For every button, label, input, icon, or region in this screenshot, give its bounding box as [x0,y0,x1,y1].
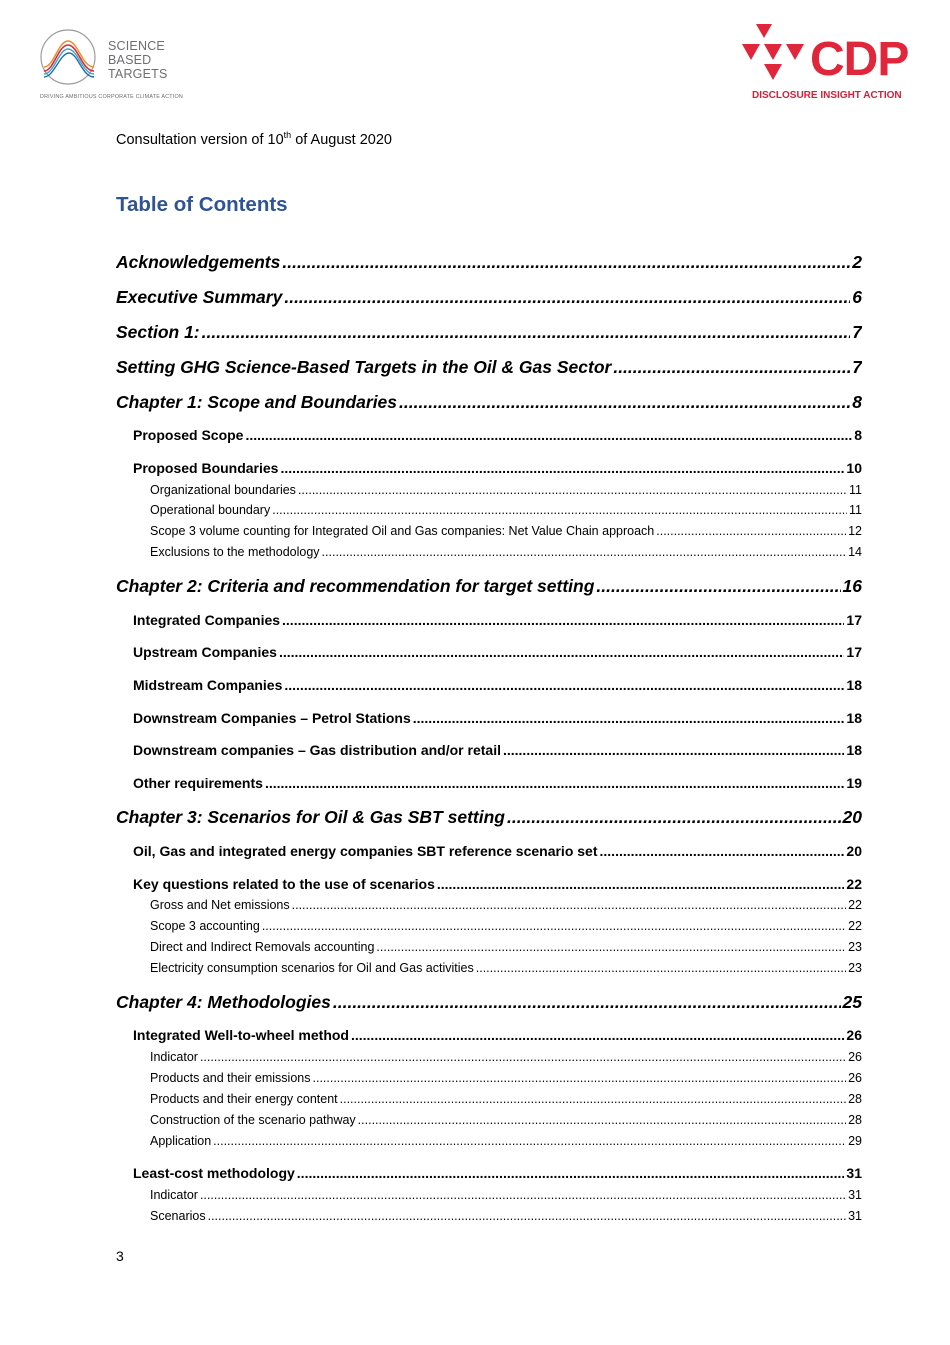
toc-leader [200,1050,846,1064]
toc-entry-title: Section 1: [116,322,200,342]
toc-entry-title: Indicator [150,1050,198,1064]
toc-leader [313,1071,847,1085]
consultation-prefix: Consultation version of 10 [116,131,284,148]
toc-leader [213,1134,846,1148]
toc-entry-title: Setting GHG Science-Based Targets in the Oil & Gas Sector [116,357,612,377]
toc-entry-title: Chapter 1: Scope and Boundaries [116,392,398,412]
toc-entry-downstream-gas[interactable] [133,742,862,762]
sbt-tagline: DRIVING AMBITIOUS CORPORATE CLIMATE ACTION [40,94,183,100]
toc-entry-chapter-2[interactable] [116,576,862,600]
toc-entry-exclusions[interactable] [150,545,862,563]
toc-entry-page: 8 [854,427,862,443]
toc-entry-title: Chapter 4: Methodologies [116,992,331,1012]
toc-entry-title: Products and their energy content [150,1092,338,1106]
toc-entry-page: 28 [848,1113,862,1127]
toc-entry-page: 22 [848,898,862,912]
toc-entry-electricity-scenarios[interactable] [150,961,862,979]
toc-entry-title: Proposed Scope [133,427,244,443]
toc-entry-page: 8 [852,392,862,412]
toc-entry-scope-3-volume[interactable] [150,524,862,542]
toc-entry-page: 23 [848,940,862,954]
toc-entry-proposed-scope[interactable] [133,427,862,447]
toc-entry-page: 31 [848,1188,862,1202]
toc-entry-title: Other requirements [133,775,263,791]
toc-leader [476,961,846,975]
toc-leader [376,940,846,954]
toc-entry-midstream-companies[interactable] [133,677,862,697]
toc-entry-title: Construction of the scenario pathway [150,1113,356,1127]
toc-entry-organizational-boundaries[interactable] [150,483,862,501]
toc-leader [282,612,844,628]
toc-entry-title: Gross and Net emissions [150,898,290,912]
toc-entry-page: 31 [848,1209,862,1223]
toc-entry-page: 23 [848,961,862,975]
toc-leader [284,287,850,308]
toc-entry-other-requirements[interactable] [133,775,862,795]
toc-entry-downstream-petrol[interactable] [133,710,862,730]
toc-entry-products-emissions[interactable] [150,1071,862,1089]
toc-leader [351,1027,844,1043]
toc-entry-indicator[interactable] [150,1050,862,1068]
toc-entry-page: 7 [852,322,862,342]
toc-entry-page: 11 [849,503,862,517]
toc-entry-title: Upstream Companies [133,644,277,660]
toc-entry-removals-accounting[interactable] [150,940,862,958]
toc-leader [282,252,850,273]
toc-entry-least-cost[interactable] [133,1165,862,1185]
toc-leader [656,524,846,538]
cdp-logo [742,24,926,104]
toc-leader [298,483,847,497]
toc-entry-setting-ghg[interactable] [116,357,862,381]
toc-leader [297,1165,845,1181]
toc-entry-page: 17 [846,644,862,660]
toc-entry-page: 6 [852,287,862,307]
toc-entry-title: Scope 3 accounting [150,919,260,933]
toc-entry-page: 10 [846,460,862,476]
consultation-sup: th [283,130,292,140]
toc-entry-well-to-wheel[interactable] [133,1027,862,1047]
toc-entry-page: 16 [842,576,862,596]
toc-leader [280,460,844,476]
toc-entry-products-energy[interactable] [150,1092,862,1110]
sbt-line3: TARGETS [108,67,168,81]
toc-entry-upstream-companies[interactable] [133,644,862,664]
toc-leader [596,576,840,597]
toc-entry-scenarios[interactable] [150,1209,862,1227]
toc-entry-title: Scenarios [150,1209,206,1223]
toc-entry-title: Scope 3 volume counting for Integrated Oil and Gas companies: Net Value Chain approach [150,524,655,538]
toc-leader [262,919,846,933]
toc-entry-executive-summary[interactable] [116,287,862,311]
toc-leader [399,392,850,413]
toc-entry-section-1[interactable] [116,322,862,346]
toc-entry-title: Downstream Companies – Petrol Stations [133,710,411,726]
toc-entry-acknowledgements[interactable] [116,252,862,276]
toc-entry-page: 11 [849,483,862,497]
toc-entry-title: Oil, Gas and integrated energy companies SBT reference scenario set [133,843,598,859]
toc-entry-page: 25 [842,992,862,1012]
sbt-line1: SCIENCE [108,39,165,53]
toc-entry-page: 14 [848,545,862,559]
toc-leader [333,992,841,1013]
toc-leader [279,644,844,660]
toc-entry-title: Direct and Indirect Removals accounting [150,940,375,954]
toc-leader [507,807,841,828]
toc-leader [322,545,847,559]
toc-leader [272,503,847,517]
toc-entry-indicator-2[interactable] [150,1188,862,1206]
toc-leader [202,322,851,343]
toc-leader [413,710,845,726]
toc-entry-title: Executive Summary [116,287,283,307]
page-number: 3 [116,1248,124,1264]
toc-entry-title: Operational boundary [150,503,271,517]
cdp-arrows-icon [742,24,812,84]
toc-entry-page: 26 [848,1071,862,1085]
toc-entry-integrated-companies[interactable] [133,612,862,632]
toc-entry-page: 19 [846,775,862,791]
toc-entry-page: 26 [848,1050,862,1064]
toc-entry-title: Downstream companies – Gas distribution and/or retail [133,742,501,758]
toc-entry-key-questions[interactable] [133,876,862,896]
toc-entry-page: 2 [852,252,862,272]
toc-entry-title: Midstream Companies [133,677,283,693]
toc-entry-title: Chapter 3: Scenarios for Oil & Gas SBT setting [116,807,505,827]
toc-entry-page: 26 [846,1027,862,1043]
consultation-version [116,130,392,148]
toc-entry-scope-3-accounting[interactable] [150,919,862,937]
toc-entry-title: Key questions related to the use of scenarios [133,876,435,892]
toc-entry-title: Organizational boundaries [150,483,296,497]
sbt-line2: BASED [108,53,152,67]
cdp-wordmark: CDP [810,33,909,86]
toc-entry-title: Integrated Well-to-wheel method [133,1027,349,1043]
toc-entry-page: 20 [842,807,862,827]
toc-leader [600,843,845,859]
toc-leader [503,742,844,758]
toc-entry-page: 12 [848,524,862,538]
toc-entry-page: 20 [846,843,862,859]
toc-leader [208,1209,847,1223]
toc-entry-page: 22 [848,919,862,933]
toc-entry-page: 18 [846,677,862,693]
toc-entry-operational-boundary[interactable] [150,503,862,521]
sbt-logo [38,27,198,103]
toc-leader [437,876,845,892]
toc-leader [245,427,852,443]
toc-leader [340,1092,846,1106]
cdp-tagline: DISCLOSURE INSIGHT ACTION [752,90,902,101]
toc-entry-page: 7 [852,357,862,377]
toc-entry-application[interactable] [150,1134,862,1152]
toc-entry-title: Chapter 2: Criteria and recommendation for target setting [116,576,595,596]
toc-entry-page: 28 [848,1092,862,1106]
toc-entry-proposed-boundaries[interactable] [133,460,862,480]
toc-entry-chapter-1[interactable] [116,392,862,416]
toc-entry-title: Integrated Companies [133,612,281,628]
toc-entry-scenario-pathway[interactable] [150,1113,862,1131]
toc-entry-page: 22 [846,876,862,892]
toc-entry-title: Indicator [150,1188,198,1202]
sbt-wave-logo-icon [38,27,100,87]
toc-entry-title: Application [150,1134,212,1148]
toc-entry-page: 29 [848,1134,862,1148]
toc-entry-title: Products and their emissions [150,1071,311,1085]
toc-leader [200,1188,846,1202]
toc-title: Table of Contents [116,193,288,216]
toc-entry-title: Proposed Boundaries [133,460,279,476]
toc-entry-chapter-4[interactable] [116,992,862,1016]
consultation-suffix: of August 2020 [291,131,392,148]
toc-entry-gross-net[interactable] [150,898,862,916]
toc-entry-title: Acknowledgements [116,252,281,272]
toc-leader [358,1113,846,1127]
toc-entry-title: Electricity consumption scenarios for Oil and Gas activities [150,961,474,975]
toc-leader [265,775,844,791]
toc-entry-page: 18 [846,742,862,758]
toc-entry-reference-scenario-set[interactable] [133,843,862,863]
toc-entry-chapter-3[interactable] [116,807,862,831]
toc-entry-title: Least-cost methodology [133,1165,295,1181]
toc-entry-title: Exclusions to the methodology [150,545,320,559]
toc-leader [292,898,846,912]
toc-entry-page: 18 [846,710,862,726]
toc-leader [613,357,850,378]
toc-entry-page: 31 [846,1165,862,1181]
toc-entry-page: 17 [846,612,862,628]
toc-leader [284,677,844,693]
